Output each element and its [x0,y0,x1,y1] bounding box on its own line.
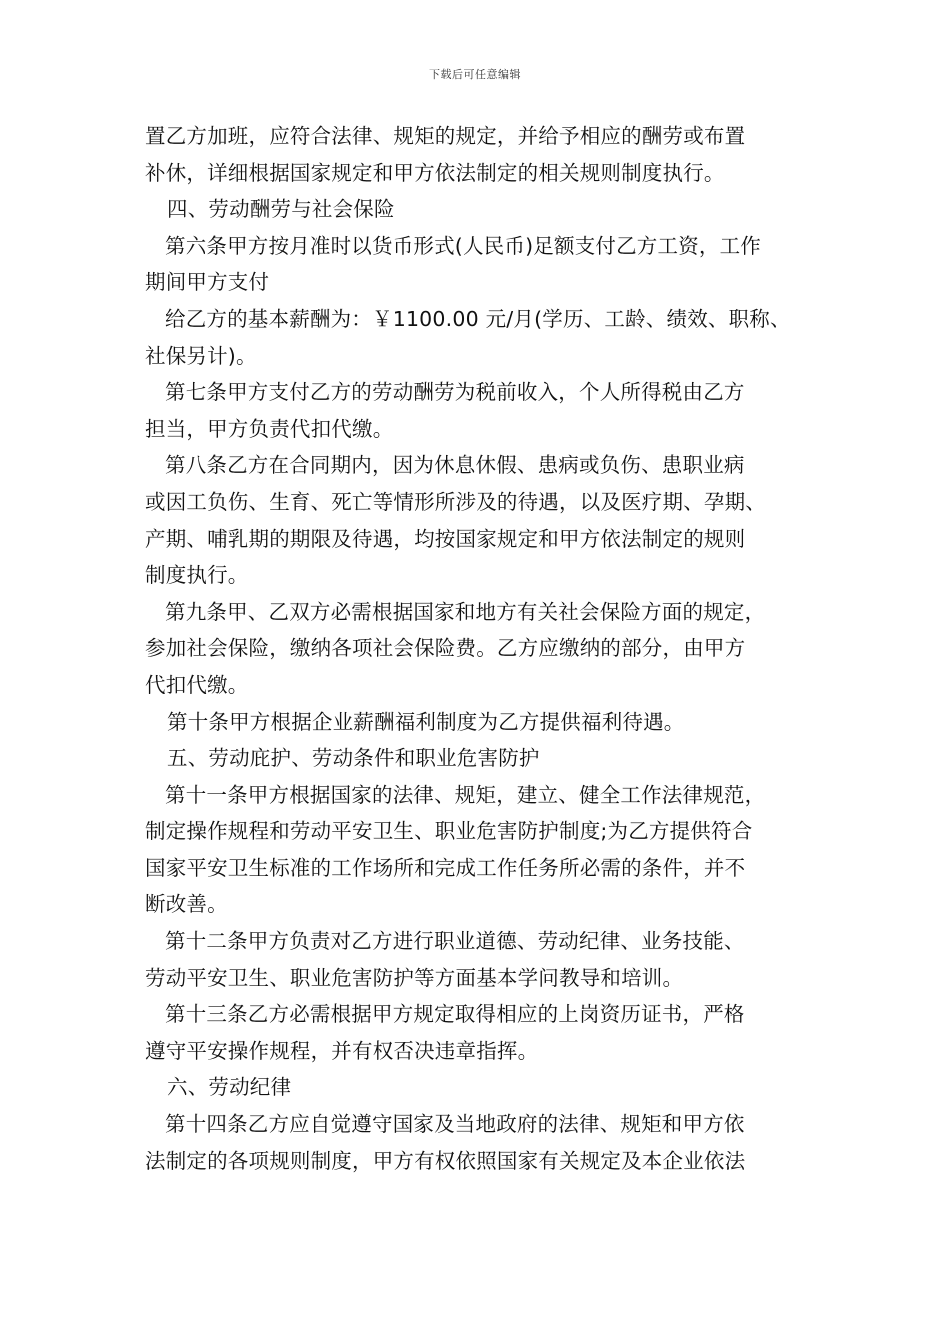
text-line: 第七条甲方支付乙方的劳动酬劳为税前收入，个人所得税由乙方 [165,380,745,405]
text-line: 置乙方加班，应符合法律、规矩的规定，并给予相应的酬劳或布置 [145,124,746,148]
text-line: 第八条乙方在合同期内，因为休息休假、患病或负伤、患职业病 [165,453,745,478]
page-header: 下载后可任意编辑 [429,68,521,81]
document-body [145,118,827,1179]
text-line: 第九条甲、乙双方必需根据国家和地方有关社会保险方面的规定， [165,599,766,624]
text-line: 期间甲方支付 [145,270,270,295]
text-line: 第六条甲方按月准时以货币形式(人民币)足额支付乙方工资，工作 [165,233,761,258]
section-heading: 五、劳动庇护、劳动条件和职业危害防护 [167,746,540,771]
text-line: 第十一条甲方根据国家的法律、规矩，建立、健全工作法律规范， [165,782,766,807]
text-line: 给乙方的基本薪酬为：￥1100.00 元/月(学历、工龄、绩效、职称、 [165,306,791,331]
text-line: 第十三条乙方必需根据甲方规定取得相应的上岗资历证书，严格 [165,1002,745,1027]
text-line: 第十四条乙方应自觉遵守国家及当地政府的法律、规矩和甲方依 [165,1112,745,1137]
text-line: 第十条甲方根据企业薪酬福利制度为乙方提供福利待遇。 [167,709,685,734]
text-line: 产期、哺乳期的期限及待遇，均按国家规定和甲方依法制定的规则 [145,526,746,551]
text-line: 制定操作规程和劳动平安卫生、职业危害防护制度;为乙方提供符合 [145,819,753,844]
text-line: 担当，甲方负责代扣代缴。 [145,416,394,441]
text-line: 或因工负伤、生育、死亡等情形所涉及的待遇，以及医疗期、孕期、 [145,489,766,514]
text-line: 制度执行。 [145,563,249,588]
text-line: 法制定的各项规则制度，甲方有权依照国家有关规定及本企业依法 [145,1148,746,1173]
text-line: 参加社会保险，缴纳各项社会保险费。乙方应缴纳的部分，由甲方 [145,636,746,661]
text-line: 遵守平安操作规程，并有权否决违章指挥。 [145,1038,539,1063]
text-line: 第十二条甲方负责对乙方进行职业道德、劳动纪律、业务技能、 [165,929,745,954]
text-line: 国家平安卫生标准的工作场所和完成工作任务所必需的条件，并不 [145,855,746,880]
text-line: 劳动平安卫生、职业危害防护等方面基本学问教导和培训。 [145,965,684,990]
section-heading: 四、劳动酬劳与社会保险 [167,197,395,222]
text-line: 补休，详细根据国家规定和甲方依法制定的相关规则制度执行。 [145,160,725,185]
section-heading: 六、劳动纪律 [167,1075,292,1100]
text-line: 代扣代缴。 [145,672,249,697]
text-line: 断改善。 [145,892,228,917]
text-line: 社保另计)。 [145,343,257,368]
